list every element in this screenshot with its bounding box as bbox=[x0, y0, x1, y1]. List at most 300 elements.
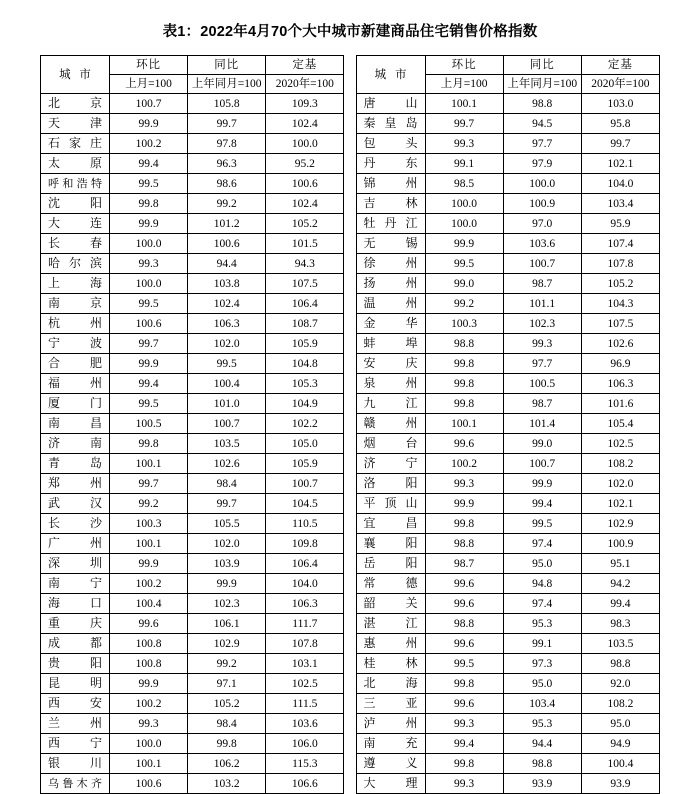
fixed-value: 101.5 bbox=[266, 234, 344, 254]
fixed-value: 93.9 bbox=[581, 774, 659, 794]
city-name-cell bbox=[356, 574, 425, 594]
table-row bbox=[41, 274, 660, 294]
column-gap bbox=[344, 294, 356, 314]
table-row bbox=[41, 734, 660, 754]
fixed-value: 96.9 bbox=[581, 354, 659, 374]
city-name: 温 州 bbox=[363, 296, 418, 310]
yoy-value: 102.0 bbox=[188, 534, 266, 554]
city-name-cell bbox=[41, 554, 110, 574]
fixed-value: 98.3 bbox=[581, 614, 659, 634]
yoy-value: 102.3 bbox=[503, 314, 581, 334]
mom-value: 99.6 bbox=[425, 434, 503, 454]
city-name: 南 宁 bbox=[48, 576, 102, 590]
city-name-cell bbox=[356, 714, 425, 734]
column-gap bbox=[344, 194, 356, 214]
column-gap bbox=[344, 314, 356, 334]
yoy-value: 97.0 bbox=[503, 214, 581, 234]
page-title bbox=[0, 20, 700, 41]
mom-value: 99.5 bbox=[110, 174, 188, 194]
column-gap bbox=[344, 734, 356, 754]
fixed-value: 103.4 bbox=[581, 194, 659, 214]
fixed-value: 107.4 bbox=[581, 234, 659, 254]
table-row bbox=[41, 294, 660, 314]
yoy-value: 98.8 bbox=[503, 754, 581, 774]
city-name: 丹 东 bbox=[363, 156, 418, 170]
city-name: 惠 州 bbox=[363, 636, 418, 650]
city-name: 烟 台 bbox=[363, 436, 418, 450]
city-name: 泉 州 bbox=[363, 376, 418, 390]
city-name-cell bbox=[41, 314, 110, 334]
fixed-value: 100.6 bbox=[266, 174, 344, 194]
mom-value: 100.1 bbox=[425, 414, 503, 434]
fixed-value: 99.7 bbox=[581, 134, 659, 154]
city-name: 桂 林 bbox=[363, 656, 418, 670]
city-name-cell bbox=[356, 214, 425, 234]
mom-value: 99.6 bbox=[425, 574, 503, 594]
yoy-value: 95.0 bbox=[503, 554, 581, 574]
fixed-value: 104.9 bbox=[266, 394, 344, 414]
header-fixed-sub-right: 2020年=100 bbox=[581, 75, 659, 94]
fixed-value: 111.7 bbox=[266, 614, 344, 634]
city-name: 长 沙 bbox=[48, 516, 102, 530]
yoy-value: 95.3 bbox=[503, 714, 581, 734]
mom-value: 99.9 bbox=[110, 114, 188, 134]
yoy-value: 97.4 bbox=[503, 594, 581, 614]
city-name-cell bbox=[356, 114, 425, 134]
city-name-cell bbox=[356, 734, 425, 754]
fixed-value: 108.2 bbox=[581, 454, 659, 474]
city-name: 秦皇岛 bbox=[363, 116, 418, 130]
fixed-value: 95.9 bbox=[581, 214, 659, 234]
city-name: 平顶山 bbox=[363, 496, 418, 510]
city-name-cell bbox=[356, 474, 425, 494]
yoy-value: 99.5 bbox=[188, 354, 266, 374]
city-name-cell bbox=[41, 214, 110, 234]
table-header bbox=[41, 56, 660, 94]
city-name: 徐 州 bbox=[363, 256, 418, 270]
mom-value: 99.7 bbox=[425, 114, 503, 134]
city-name-cell bbox=[356, 594, 425, 614]
city-name-cell bbox=[356, 454, 425, 474]
yoy-value: 94.8 bbox=[503, 574, 581, 594]
fixed-value: 102.9 bbox=[581, 514, 659, 534]
fixed-value: 102.1 bbox=[581, 494, 659, 514]
mom-value: 100.1 bbox=[110, 754, 188, 774]
column-gap bbox=[344, 434, 356, 454]
city-name: 湛 江 bbox=[363, 616, 418, 630]
mom-value: 99.8 bbox=[425, 374, 503, 394]
mom-value: 99.2 bbox=[425, 294, 503, 314]
mom-value: 98.7 bbox=[425, 554, 503, 574]
yoy-value: 98.7 bbox=[503, 274, 581, 294]
city-name-cell bbox=[41, 134, 110, 154]
fixed-value: 106.4 bbox=[266, 294, 344, 314]
city-name-cell bbox=[356, 434, 425, 454]
city-name-cell bbox=[41, 774, 110, 794]
city-name: 洛 阳 bbox=[363, 476, 418, 490]
city-name: 安 庆 bbox=[363, 356, 418, 370]
header-fixed-left: 定基 bbox=[266, 56, 344, 75]
city-name: 济 南 bbox=[48, 436, 102, 450]
city-name: 常 德 bbox=[363, 576, 418, 590]
table-row bbox=[41, 254, 660, 274]
city-name-cell bbox=[41, 714, 110, 734]
mom-value: 99.9 bbox=[110, 554, 188, 574]
column-gap bbox=[344, 774, 356, 794]
yoy-value: 99.1 bbox=[503, 634, 581, 654]
table-row bbox=[41, 674, 660, 694]
city-name-cell bbox=[356, 414, 425, 434]
fixed-value: 104.8 bbox=[266, 354, 344, 374]
table-row bbox=[41, 574, 660, 594]
mom-value: 100.7 bbox=[110, 94, 188, 114]
table-row bbox=[41, 474, 660, 494]
yoy-value: 105.8 bbox=[188, 94, 266, 114]
city-name: 宜 昌 bbox=[363, 516, 418, 530]
mom-value: 99.1 bbox=[425, 154, 503, 174]
yoy-value: 97.7 bbox=[503, 134, 581, 154]
mom-value: 99.8 bbox=[425, 754, 503, 774]
yoy-value: 101.0 bbox=[188, 394, 266, 414]
table-row bbox=[41, 434, 660, 454]
city-name: 韶 关 bbox=[363, 596, 418, 610]
city-name: 武 汉 bbox=[48, 496, 102, 510]
fixed-value: 106.3 bbox=[581, 374, 659, 394]
column-gap bbox=[344, 534, 356, 554]
city-name: 合 肥 bbox=[48, 356, 102, 370]
city-name-cell bbox=[356, 94, 425, 114]
header-yoy-right: 同比 bbox=[503, 56, 581, 75]
city-name: 九 江 bbox=[363, 396, 418, 410]
fixed-value: 107.8 bbox=[266, 634, 344, 654]
yoy-value: 100.7 bbox=[503, 454, 581, 474]
header-yoy-sub-left: 上年同月=100 bbox=[188, 75, 266, 94]
mom-value: 99.3 bbox=[425, 134, 503, 154]
city-name-cell bbox=[41, 754, 110, 774]
table-row bbox=[41, 774, 660, 794]
yoy-value: 103.9 bbox=[188, 554, 266, 574]
city-name: 三 亚 bbox=[363, 696, 418, 710]
city-name: 天 津 bbox=[48, 116, 102, 130]
yoy-value: 103.6 bbox=[503, 234, 581, 254]
column-gap bbox=[344, 354, 356, 374]
city-name: 长 春 bbox=[48, 236, 102, 250]
fixed-value: 102.5 bbox=[581, 434, 659, 454]
city-name-cell bbox=[356, 374, 425, 394]
city-name-cell bbox=[356, 194, 425, 214]
yoy-value: 99.3 bbox=[503, 334, 581, 354]
table-row bbox=[41, 134, 660, 154]
fixed-value: 102.0 bbox=[581, 474, 659, 494]
mom-value: 100.2 bbox=[425, 454, 503, 474]
yoy-value: 102.9 bbox=[188, 634, 266, 654]
column-gap bbox=[344, 234, 356, 254]
city-name: 唐 山 bbox=[363, 96, 418, 110]
yoy-value: 97.3 bbox=[503, 654, 581, 674]
header-fixed-right: 定基 bbox=[581, 56, 659, 75]
header-city-right: 城 市 bbox=[356, 56, 425, 94]
mom-value: 99.5 bbox=[110, 294, 188, 314]
fixed-value: 104.0 bbox=[581, 174, 659, 194]
table-row bbox=[41, 214, 660, 234]
fixed-value: 105.4 bbox=[581, 414, 659, 434]
header-yoy-left: 同比 bbox=[188, 56, 266, 75]
table-body bbox=[41, 94, 660, 794]
header-city-left: 城 市 bbox=[41, 56, 110, 94]
city-name: 扬 州 bbox=[363, 276, 418, 290]
yoy-value: 94.5 bbox=[503, 114, 581, 134]
mom-value: 99.5 bbox=[110, 394, 188, 414]
yoy-value: 100.7 bbox=[188, 414, 266, 434]
city-name-cell bbox=[41, 594, 110, 614]
column-gap bbox=[344, 94, 356, 114]
column-gap bbox=[344, 334, 356, 354]
mom-value: 100.3 bbox=[425, 314, 503, 334]
table-label: 表1： bbox=[162, 24, 201, 40]
city-name-cell bbox=[356, 754, 425, 774]
city-name-cell bbox=[356, 274, 425, 294]
city-name-cell bbox=[356, 354, 425, 374]
city-name: 无 锡 bbox=[363, 236, 418, 250]
fixed-value: 108.2 bbox=[581, 694, 659, 714]
fixed-value: 115.3 bbox=[266, 754, 344, 774]
column-gap bbox=[344, 574, 356, 594]
yoy-value: 101.2 bbox=[188, 214, 266, 234]
city-name: 呼和浩特 bbox=[48, 177, 102, 190]
table-row bbox=[41, 354, 660, 374]
city-name-cell bbox=[41, 294, 110, 314]
mom-value: 99.3 bbox=[425, 774, 503, 794]
yoy-value: 100.5 bbox=[503, 374, 581, 394]
fixed-value: 95.1 bbox=[581, 554, 659, 574]
column-gap bbox=[344, 654, 356, 674]
city-name: 金 华 bbox=[363, 316, 418, 330]
city-name-cell bbox=[41, 634, 110, 654]
fixed-value: 95.0 bbox=[581, 714, 659, 734]
fixed-value: 110.5 bbox=[266, 514, 344, 534]
yoy-value: 97.8 bbox=[188, 134, 266, 154]
mom-value: 99.4 bbox=[110, 154, 188, 174]
city-name: 青 岛 bbox=[48, 456, 102, 470]
yoy-value: 99.2 bbox=[188, 194, 266, 214]
yoy-value: 103.8 bbox=[188, 274, 266, 294]
table-row bbox=[41, 754, 660, 774]
fixed-value: 111.5 bbox=[266, 694, 344, 714]
city-name-cell bbox=[41, 454, 110, 474]
city-name: 广 州 bbox=[48, 536, 102, 550]
city-name-cell bbox=[41, 434, 110, 454]
city-name: 沈 阳 bbox=[48, 196, 102, 210]
header-mom-sub-left: 上月=100 bbox=[110, 75, 188, 94]
table-row bbox=[41, 114, 660, 134]
fixed-value: 100.4 bbox=[581, 754, 659, 774]
fixed-value: 102.2 bbox=[266, 414, 344, 434]
column-gap bbox=[344, 134, 356, 154]
city-name-cell bbox=[41, 174, 110, 194]
column-gap bbox=[344, 714, 356, 734]
city-name: 襄 阳 bbox=[363, 536, 418, 550]
column-gap bbox=[344, 554, 356, 574]
column-gap bbox=[344, 274, 356, 294]
mom-value: 100.8 bbox=[110, 654, 188, 674]
yoy-value: 94.4 bbox=[503, 734, 581, 754]
mom-value: 99.8 bbox=[110, 434, 188, 454]
fixed-value: 105.0 bbox=[266, 434, 344, 454]
mom-value: 99.7 bbox=[110, 334, 188, 354]
yoy-value: 101.1 bbox=[503, 294, 581, 314]
mom-value: 99.6 bbox=[425, 634, 503, 654]
fixed-value: 105.2 bbox=[266, 214, 344, 234]
table-row bbox=[41, 714, 660, 734]
city-name: 遵 义 bbox=[363, 756, 418, 770]
header-mom-right: 环比 bbox=[425, 56, 503, 75]
yoy-value: 97.1 bbox=[188, 674, 266, 694]
table-row bbox=[41, 394, 660, 414]
yoy-value: 103.2 bbox=[188, 774, 266, 794]
mom-value: 100.1 bbox=[110, 454, 188, 474]
yoy-value: 99.7 bbox=[188, 114, 266, 134]
city-name: 海 口 bbox=[48, 596, 102, 610]
mom-value: 100.0 bbox=[425, 194, 503, 214]
yoy-value: 99.0 bbox=[503, 434, 581, 454]
yoy-value: 100.9 bbox=[503, 194, 581, 214]
mom-value: 100.2 bbox=[110, 134, 188, 154]
yoy-value: 97.7 bbox=[503, 354, 581, 374]
column-gap bbox=[344, 694, 356, 714]
city-name: 锦 州 bbox=[363, 176, 418, 190]
table-row bbox=[41, 514, 660, 534]
yoy-value: 103.4 bbox=[503, 694, 581, 714]
city-name: 吉 林 bbox=[363, 196, 418, 210]
mom-value: 100.0 bbox=[110, 274, 188, 294]
yoy-value: 101.4 bbox=[503, 414, 581, 434]
yoy-value: 100.0 bbox=[503, 174, 581, 194]
mom-value: 99.6 bbox=[425, 594, 503, 614]
mom-value: 99.3 bbox=[110, 254, 188, 274]
city-name: 昆 明 bbox=[48, 676, 102, 690]
city-name-cell bbox=[356, 514, 425, 534]
mom-value: 99.8 bbox=[110, 194, 188, 214]
fixed-value: 107.8 bbox=[581, 254, 659, 274]
city-name-cell bbox=[41, 614, 110, 634]
fixed-value: 104.3 bbox=[581, 294, 659, 314]
city-name-cell bbox=[41, 154, 110, 174]
city-name: 赣 州 bbox=[363, 416, 418, 430]
column-gap bbox=[344, 634, 356, 654]
table-row bbox=[41, 534, 660, 554]
city-name-cell bbox=[356, 154, 425, 174]
yoy-value: 102.6 bbox=[188, 454, 266, 474]
city-name: 济 宁 bbox=[363, 456, 418, 470]
city-name-cell bbox=[356, 334, 425, 354]
yoy-value: 98.4 bbox=[188, 714, 266, 734]
mom-value: 100.2 bbox=[110, 694, 188, 714]
city-name: 乌鲁木齐 bbox=[48, 777, 102, 790]
yoy-value: 95.0 bbox=[503, 674, 581, 694]
mom-value: 98.5 bbox=[425, 174, 503, 194]
city-name-cell bbox=[356, 254, 425, 274]
fixed-value: 104.0 bbox=[266, 574, 344, 594]
fixed-value: 94.3 bbox=[266, 254, 344, 274]
fixed-value: 106.0 bbox=[266, 734, 344, 754]
column-gap bbox=[344, 214, 356, 234]
header-mom-sub-right: 上月=100 bbox=[425, 75, 503, 94]
mom-value: 99.0 bbox=[425, 274, 503, 294]
fixed-value: 99.4 bbox=[581, 594, 659, 614]
mom-value: 98.8 bbox=[425, 334, 503, 354]
yoy-value: 97.9 bbox=[503, 154, 581, 174]
column-gap bbox=[344, 614, 356, 634]
fixed-value: 94.9 bbox=[581, 734, 659, 754]
mom-value: 99.9 bbox=[110, 214, 188, 234]
city-name: 上 海 bbox=[48, 276, 102, 290]
mom-value: 98.8 bbox=[425, 534, 503, 554]
city-name: 郑 州 bbox=[48, 476, 102, 490]
mom-value: 100.2 bbox=[110, 574, 188, 594]
mom-value: 99.2 bbox=[110, 494, 188, 514]
city-name-cell bbox=[356, 314, 425, 334]
city-name-cell bbox=[41, 374, 110, 394]
fixed-value: 104.5 bbox=[266, 494, 344, 514]
fixed-value: 95.2 bbox=[266, 154, 344, 174]
fixed-value: 102.4 bbox=[266, 114, 344, 134]
city-name: 银 川 bbox=[48, 756, 102, 770]
city-name-cell bbox=[41, 674, 110, 694]
yoy-value: 106.2 bbox=[188, 754, 266, 774]
city-name-cell bbox=[41, 94, 110, 114]
yoy-value: 105.5 bbox=[188, 514, 266, 534]
city-name: 贵 阳 bbox=[48, 656, 102, 670]
yoy-value: 99.2 bbox=[188, 654, 266, 674]
yoy-value: 106.3 bbox=[188, 314, 266, 334]
column-gap bbox=[344, 514, 356, 534]
city-name-cell bbox=[41, 354, 110, 374]
city-name: 岳 阳 bbox=[363, 556, 418, 570]
mom-value: 100.6 bbox=[110, 314, 188, 334]
city-name-cell bbox=[41, 734, 110, 754]
city-name: 南 充 bbox=[363, 736, 418, 750]
fixed-value: 94.2 bbox=[581, 574, 659, 594]
mom-value: 99.7 bbox=[110, 474, 188, 494]
mom-value: 99.3 bbox=[425, 474, 503, 494]
mom-value: 99.8 bbox=[425, 514, 503, 534]
city-name-cell bbox=[41, 254, 110, 274]
city-name-cell bbox=[356, 134, 425, 154]
table-row bbox=[41, 234, 660, 254]
yoy-value: 100.6 bbox=[188, 234, 266, 254]
fixed-value: 102.4 bbox=[266, 194, 344, 214]
table-row bbox=[41, 334, 660, 354]
mom-value: 99.3 bbox=[110, 714, 188, 734]
yoy-value: 97.4 bbox=[503, 534, 581, 554]
price-index-table bbox=[40, 55, 660, 794]
city-name: 大 连 bbox=[48, 216, 102, 230]
mom-value: 99.4 bbox=[425, 734, 503, 754]
table-row bbox=[41, 554, 660, 574]
fixed-value: 103.6 bbox=[266, 714, 344, 734]
table-row bbox=[41, 314, 660, 334]
fixed-value: 103.1 bbox=[266, 654, 344, 674]
table-row bbox=[41, 194, 660, 214]
yoy-value: 99.8 bbox=[188, 734, 266, 754]
mom-value: 100.5 bbox=[110, 414, 188, 434]
city-name-cell bbox=[41, 114, 110, 134]
city-name-cell bbox=[41, 534, 110, 554]
column-gap bbox=[344, 254, 356, 274]
yoy-value: 96.3 bbox=[188, 154, 266, 174]
city-name: 杭 州 bbox=[48, 316, 102, 330]
fixed-value: 102.5 bbox=[266, 674, 344, 694]
